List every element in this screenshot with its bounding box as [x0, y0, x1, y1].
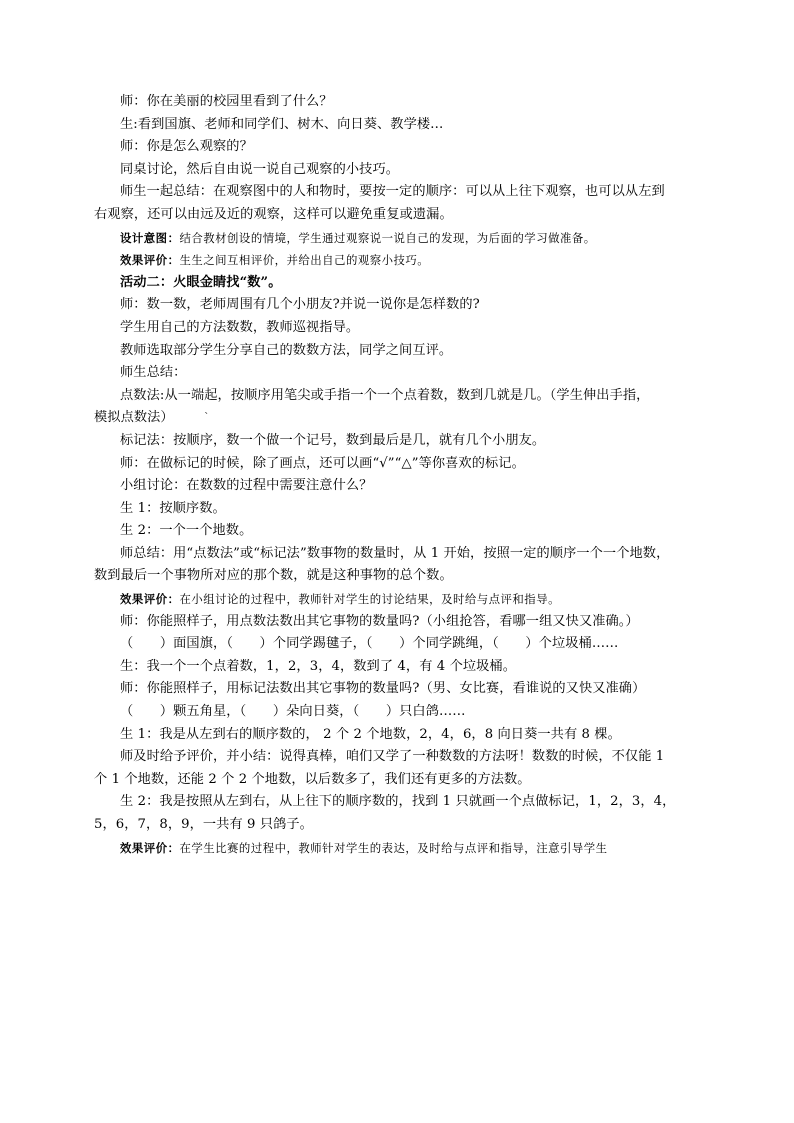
dot-method-line-1: 点数法:从一端起，按顺序用笔尖或手指一个一个点着数，数到几就是几。（学生伸出手指， — [120, 387, 650, 403]
fill-blank-line: （ ）面国旗，（ ）个同学踢毽子，（ ）个同学跳绳，（ ）个垃圾桶…… — [120, 636, 619, 652]
dot-method-text: 模拟点数法） — [94, 410, 174, 426]
paragraph-continued: 右观察，还可以由远及近的观察，这样可以避免重复或遗漏。 — [94, 206, 453, 222]
paragraph: 学生用自己的方法数数，教师巡视指导。 — [120, 319, 360, 335]
effect-evaluation — [94, 837, 700, 860]
student-2-line-1: 生 2：我是按照从左到右，从上往下的顺序数的，找到 1 只就画一个点做标记，1，2，3，4， — [120, 794, 676, 810]
paragraph: 生 1：我是从左到右的顺序数的， 2 个 2 个地数，2，4，6，8 向日葵一共有 8 棵。 — [120, 726, 621, 742]
paragraph: 标记法：按顺序，数一个做一个记号，数到最后是几，就有几个小朋友。 — [120, 432, 546, 448]
effect-evaluation-text: 在学生比赛的过程中，教师针对学生的表达，及时给与点评和指导，注意引导学生 — [179, 840, 608, 855]
student-2-line-2: 5，6，7，8，9，一共有 9 只鸽子。 — [94, 817, 313, 832]
design-intent — [94, 227, 700, 250]
effect-evaluation-label: 效果评价： — [120, 592, 180, 607]
paragraph: 师生总结： — [120, 365, 187, 381]
paragraph: 师：你能照样子，用点数法数出其它事物的数量吗?（小组抢答，看哪一组又快又准确。） — [120, 613, 639, 629]
praise-line-1: 师及时给予评价，并小结：说得真棒，咱们又学了一种数数的方法呀！数数的时候，不仅能 1 — [120, 749, 665, 765]
paragraph: 生：我一个一个点着数，1，2，3，4，数到了 4，有 4 个垃圾桶。 — [120, 658, 517, 674]
paragraph: 师：你能照样子，用标记法数出其它事物的数量吗?（男、女比赛，看谁说的又快又准确） — [120, 681, 646, 697]
effect-evaluation-text: 在小组讨论的过程中，教师针对学生的讨论结果，及时给与点评和指导。 — [179, 592, 560, 607]
design-intent-text: 结合教材创设的情境，学生通过观察说一说自己的发现，为后面的学习做准备。 — [179, 230, 596, 245]
paragraph: 生 1：按顺序数。 — [120, 500, 226, 516]
paragraph: 小组讨论：在数数的过程中需要注意什么？ — [120, 478, 373, 494]
teacher-summary-line-1: 师总结：用“点数法”或“标记法”数事物的数量时，从 1 开始，按照一定的顺序一个一个地数， — [120, 545, 670, 561]
paragraph: 师：你在美丽的校园里看到了什么？ — [120, 94, 333, 109]
paragraph: 师：在做标记的时候，除了画点，还可以画“√”“△”等你喜欢的标记。 — [120, 455, 525, 471]
effect-evaluation-label: 效果评价： — [120, 840, 180, 855]
effect-evaluation-text: 生生之间互相评价，并给出自己的观察小技巧。 — [179, 253, 430, 268]
fill-blank-line: （ ）颗五角星，（ ）朵向日葵，（ ）只白鸽…… — [120, 704, 466, 720]
paragraph: 师：数一数，老师周围有几个小朋友?并说一说你是怎样数的? — [120, 297, 480, 313]
effect-evaluation — [94, 249, 700, 272]
paragraph: 师生一起总结：在观察图中的人和物时，要按一定的顺序：可以从上往下观察，也可以从左到 — [120, 184, 665, 200]
dot-method-line-2 — [94, 407, 700, 430]
design-intent-label: 设计意图： — [120, 230, 180, 245]
activity-heading: 活动二：火眼金睛找“数”。 — [120, 274, 282, 290]
teacher-summary-line-2: 数到最后一个事物所对应的那个数，就是这种事物的总个数。 — [94, 568, 453, 584]
paragraph: 同桌讨论，然后自由说一说自己观察的小技巧。 — [120, 161, 400, 177]
effect-evaluation — [94, 588, 700, 611]
praise-line-2: 个 1 个地数，还能 2 个 2 个地数，以后数多了，我们还有更多的方法数。 — [94, 771, 531, 787]
paragraph: 生 2：一个一个地数。 — [120, 523, 253, 539]
stray-mark: ` — [204, 411, 210, 425]
effect-evaluation-label: 效果评价： — [120, 253, 180, 268]
paragraph: 教师选取部分学生分享自己的数数方法，同学之间互评。 — [120, 342, 453, 358]
paragraph: 师：你是怎么观察的？ — [120, 139, 253, 155]
document-body — [94, 91, 700, 859]
paragraph: 生:看到国旗、老师和同学们、树木、向日葵、教学楼… — [120, 116, 444, 132]
